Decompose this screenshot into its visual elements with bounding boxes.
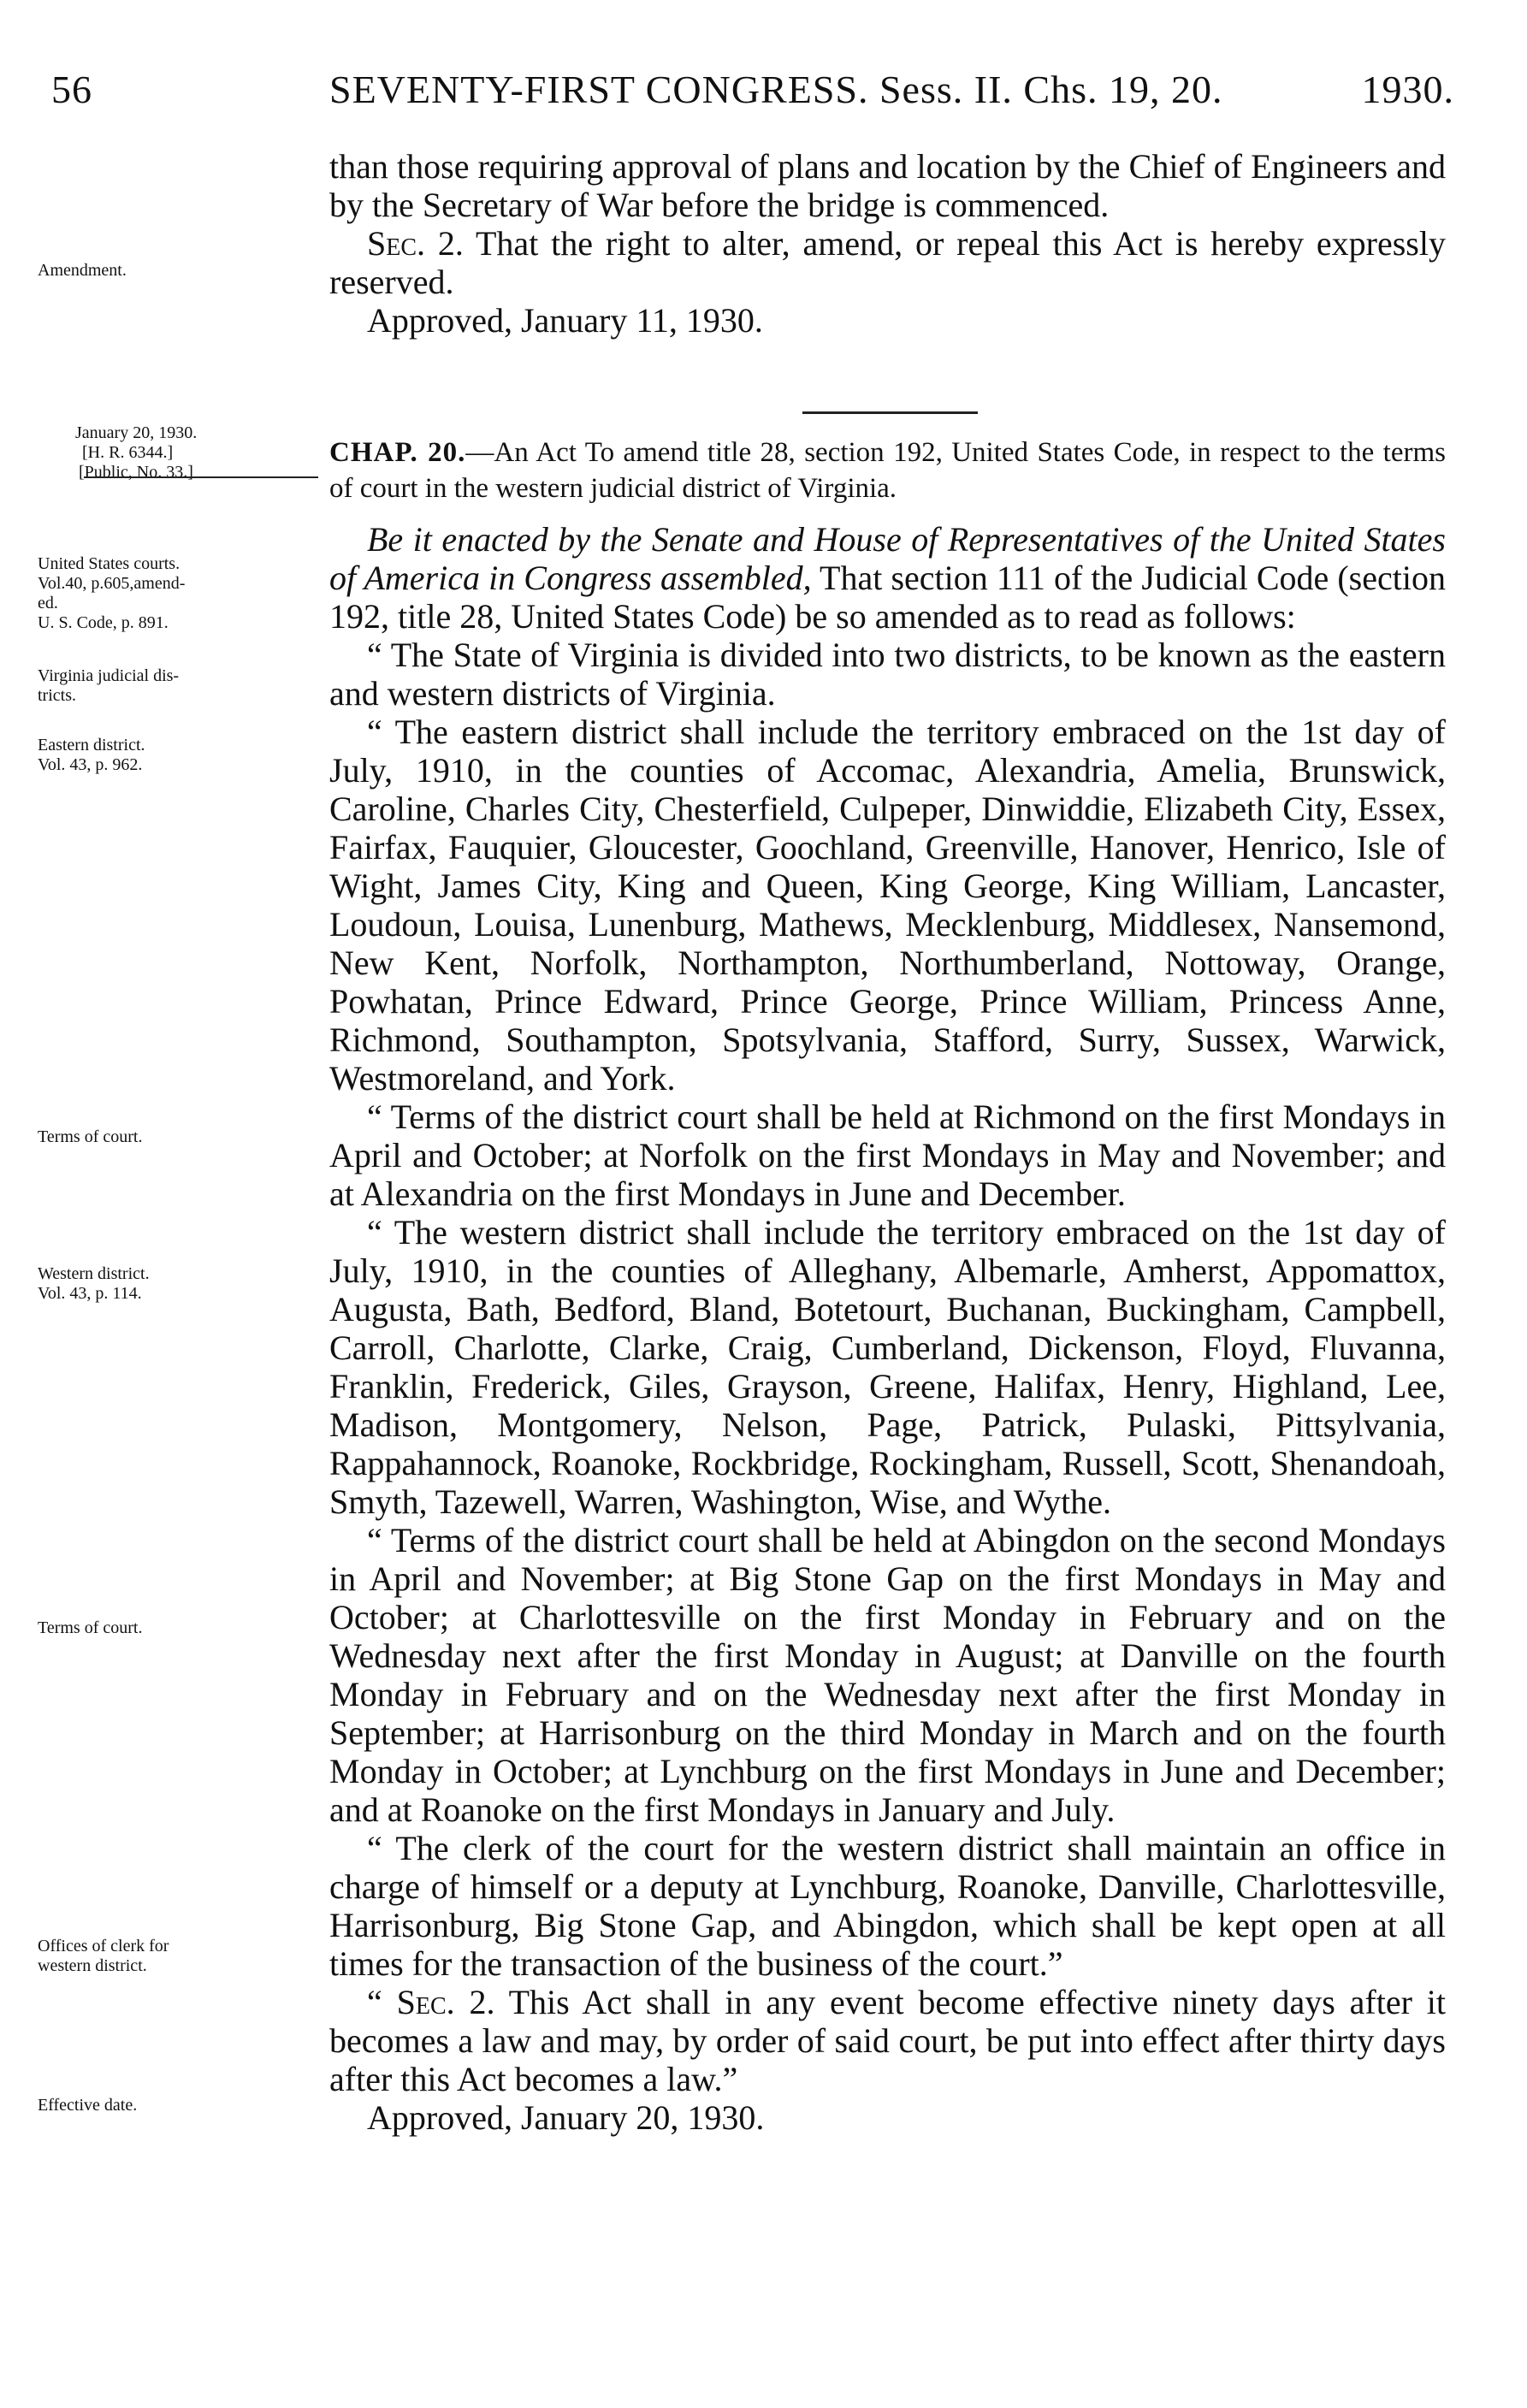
terms-east-paragraph: “ Terms of the district court shall be held at Richmond on the first Mondays in April and October; at Norfolk on the first Mondays in May and November; and at Alexandria on the first Mondays in June and December. [329, 1098, 1446, 1213]
margin-note: [Public, No. 33.] [79, 463, 193, 482]
sec2-paragraph [329, 224, 1446, 301]
chapter-body [329, 520, 1446, 2137]
margin-note: United States courts. [38, 554, 181, 573]
margin-terms-east [38, 1127, 320, 1147]
margin-western [38, 1264, 320, 1304]
margin-note: Vol. 43, p. 114. [38, 1284, 142, 1303]
enacting-paragraph [329, 520, 1446, 636]
sec2-label-ch20: “ Sec. 2. [367, 1983, 495, 2021]
carryover-text: than those requiring approval of plans and location by the Chief of Engineers and by the Secretary of War before the bridge is commenced. [329, 147, 1446, 224]
margin-terms-west [38, 1618, 320, 1638]
running-header [51, 67, 1454, 118]
margin-effective [38, 2096, 320, 2115]
margin-note: Virginia judicial dis- [38, 666, 180, 685]
sec2-label: Sec. 2. [367, 224, 464, 263]
margin-us-courts [38, 554, 320, 633]
margin-amendment [38, 261, 320, 281]
margin-note: Terms of court. [38, 1127, 143, 1146]
margin-chap-ref [75, 423, 358, 482]
margin-note: western district. [38, 1956, 147, 1975]
margin-note: Western district. [38, 1264, 150, 1283]
terms-west-paragraph: “ Terms of the district court shall be held at Abingdon on the second Mondays in April and November; at Big Stone Gap on the first Mondays in May and October; at Charlottesville on the first Monday in February and on the Wednesday next after the first Monday in August; at Danville on the fourth Monday in February and on the Wednesday next after the first Monday in September; at Harrisonburg on the third Monday in March and on the fourth Monday in October; at Lynchburg on the first Mondays in June and December; and at Roanoke on the first Mondays in January and July. [329, 1521, 1446, 1829]
margin-note: Effective date. [38, 2096, 138, 2115]
margin-note: ed. [38, 594, 58, 612]
margin-divider [84, 476, 318, 478]
margin-offices [38, 1937, 320, 1976]
chapter-title: —An Act To amend title 28, section 192, United States Code, in respect to the terms of court in the western judicial district of Virginia. [329, 437, 1446, 504]
header-title: SEVENTY-FIRST CONGRESS. Sess. II. Chs. 19, 20. [329, 68, 1223, 111]
page-number: 56 [51, 68, 92, 111]
margin-note: Eastern district. [38, 736, 145, 754]
margin-note: Vol. 43, p. 962. [38, 755, 143, 774]
margin-eastern [38, 736, 320, 775]
chapter-heading [329, 435, 1446, 506]
margin-va-districts [38, 666, 320, 706]
margin-note: U. S. Code, p. 891. [38, 613, 169, 632]
approved-ch19: Approved, January 11, 1930. [367, 301, 763, 340]
effective-paragraph [329, 1983, 1446, 2098]
header-year: 1930. [1361, 68, 1454, 111]
sec2-text-ch20: This Act shall in any event become effective ninety days after it becomes a law and may, by order of said court, be put into effect after thirty days after this Act becomes a law.” [329, 1983, 1446, 2098]
approved-ch20: Approved, January 20, 1930. [367, 2098, 765, 2137]
margin-note: [H. R. 6344.] [82, 443, 174, 462]
chapter-label: CHAP. 20. [329, 437, 466, 468]
margin-note: Vol.40, p.605,amend- [38, 574, 186, 593]
section-divider [802, 411, 978, 414]
margin-note: tricts. [38, 686, 76, 705]
margin-note: January 20, 1930. [75, 423, 198, 442]
enacting-rest: That section 111 of the Judicial Code (section 192, title 28, United States Code) be so amended as to read as follows: [329, 559, 1446, 636]
clerk-paragraph: “ The clerk of the court for the western district shall maintain an office in charge of himself or a deputy at Lynchburg, Roanoke, Danville, Charlottesville, Harrisonburg, Big Stone Gap, and Abingdon, which shall be kept open at all times for the transaction of the business of the court.” [329, 1829, 1446, 1983]
districts-paragraph: “ The State of Virginia is divided into two districts, to be known as the eastern and western districts of Virginia. [329, 636, 1446, 713]
eastern-paragraph: “ The eastern district shall include the territory embraced on the 1st day of July, 1910, in the counties of Accomac, Alexandria, Amelia, Brunswick, Caroline, Charles City, Chesterfield, Culpeper, Dinwiddie, Elizabeth City, Essex, Fairfax, Fauquier, Gloucester, Goochland, Greenville, Hanover, Henrico, Isle of Wight, James City, King and Queen, King George, King William, Lancaster, Loudoun, Louisa, Lunenburg, Mathews, Mecklenburg, Middlesex, Nansemond, New Kent, Norfolk, Northampton, Northumberland, Nottoway, Orange, Powhatan, Prince Edward, Prince George, Prince William, Princess Anne, Richmond, Southampton, Spotsylvania, Stafford, Surry, Sussex, Warwick, Westmoreland, and York. [329, 713, 1446, 1098]
western-paragraph: “ The western district shall include the territory embraced on the 1st day of July, 1910, in the counties of Alleghany, Albemarle, Amherst, Appomattox, Augusta, Bath, Bedford, Bland, Botetourt, Buchanan, Buckingham, Campbell, Carroll, Charlotte, Clarke, Craig, Cumberland, Dickenson, Floyd, Fluvanna, Franklin, Frederick, Giles, Grayson, Greene, Halifax, Henry, Highland, Lee, Madison, Montgomery, Nelson, Page, Patrick, Pulaski, Pittsylvania, Rappahannock, Roanoke, Rockbridge, Rockingham, Russell, Scott, Shenandoah, Smyth, Tazewell, Warren, Washington, Wise, and Wythe. [329, 1213, 1446, 1521]
enacting-clause: Be it enacted by the Senate and House of Representatives of the United States of America in Congress assembled, [329, 520, 1446, 597]
margin-note: Amendment. [38, 261, 127, 280]
margin-note: Terms of court. [38, 1618, 143, 1637]
margin-note: Offices of clerk for [38, 1937, 169, 1955]
sec2-text: That the right to alter, amend, or repeal this Act is hereby expressly reserved. [329, 224, 1446, 301]
carryover-section [329, 147, 1446, 340]
